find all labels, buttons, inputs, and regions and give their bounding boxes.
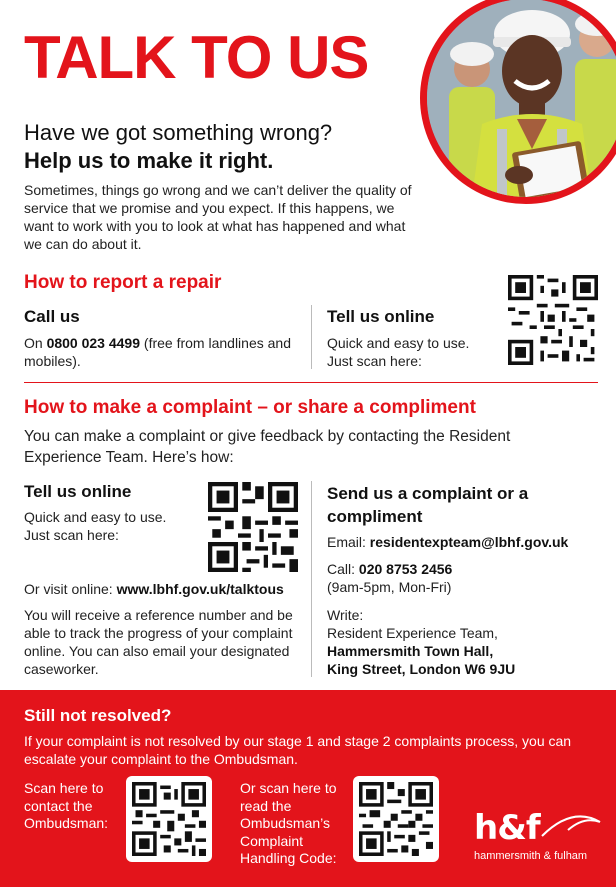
footer-heading: Still not resolved? [24,706,172,725]
ombudsman-code-label: Or scan here to read the Ombudsman’s Complaint Handling Code: [240,780,337,866]
qr-icon [132,782,206,856]
subtitle-call-to-action: Help us to make it right. [24,148,274,173]
repair-call-heading: Call us [24,307,80,326]
call-hours: (9am-5pm, Mon-Fri) [327,579,452,595]
ombudsman-code-qr-code[interactable] [353,776,439,862]
repair-divider [311,305,312,369]
council-name: hammersmith & fulham [474,850,588,862]
write-label: Write: [327,607,364,623]
email-link[interactable]: residentexpteam@lbhf.gov.uk [369,534,569,550]
intro-paragraph: Sometimes, things go wrong and we can’t deliver the quality of service that we promise and you expect. If this happens, we want to work with you to look at what has happened and what we can do about it. [24,182,412,252]
visit-prefix: Or visit online: [24,581,117,597]
visit-url-link[interactable]: www.lbhf.gov.uk/talktous [116,581,284,597]
email-line [327,533,597,551]
section-divider [24,382,598,383]
complaint-phone-number[interactable]: 020 8753 2456 [358,561,453,577]
email-prefix: Email: [327,534,370,550]
complaint-online-text: Quick and easy to use. Just scan here: [24,509,167,543]
ombudsman-footer [0,690,616,887]
page-title: TALK TO US [24,24,369,91]
subtitle-question: Have we got something wrong? [24,120,333,145]
qr-icon [508,275,598,365]
repair-call-text [24,334,304,370]
repair-call-prefix: On [24,335,47,351]
write-line-2: Hammersmith Town Hall, [327,643,494,659]
hero-photo-frame [420,0,616,204]
repair-online-text: Quick and easy to use. Just scan here: [327,335,470,369]
repair-qr-code[interactable] [508,275,598,365]
ombudsman-contact-qr-code[interactable] [126,776,212,862]
call-prefix: Call: [327,561,359,577]
qr-icon [208,482,298,572]
footer-text: If your complaint is not resolved by our stage 1 and stage 2 complaints process, you can escalate your complaint to the Ombudsman. [24,733,572,767]
repair-call-suffix: (free from landlines and mobiles). [24,335,291,369]
complaint-qr-code[interactable] [208,482,298,572]
complaint-reference-text: You will receive a reference number and be able to track the progress of your complaint online. You can also email your designated caseworker. [24,607,293,677]
send-complaint-heading: Send us a complaint or a compliment [327,484,529,526]
repair-online-heading: Tell us online [327,307,435,326]
complaint-visit-line [24,580,314,598]
repair-phone-number[interactable]: 0800 023 4499 [46,335,141,351]
complaint-heading: How to make a complaint – or share a compliment [24,397,476,418]
complaint-divider [311,481,312,677]
complaint-online-heading: Tell us online [24,482,132,501]
qr-icon [359,782,433,856]
complaint-call-line [327,560,597,578]
write-line-3: King Street, London W6 9JU [327,661,516,677]
ombudsman-contact-label: Scan here to contact the Ombudsman: [24,780,109,831]
write-line-1: Resident Experience Team, [327,625,498,641]
council-logo: h&f [474,808,540,848]
complaint-intro: You can make a complaint or give feedback by contacting the Resident Experience Team. Here’s how: [24,428,511,466]
repair-heading: How to report a repair [24,272,222,293]
hero-photo [427,0,616,197]
